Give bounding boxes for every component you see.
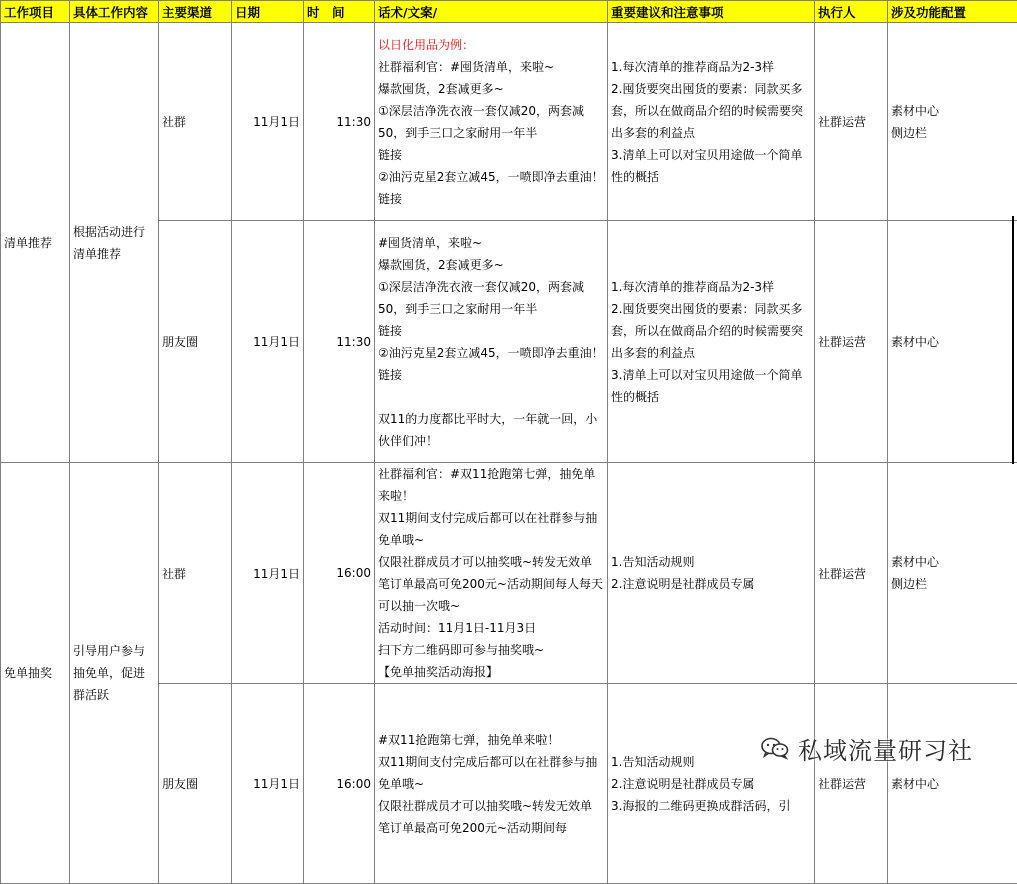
advice-line: 2.囤货要突出囤货的要素：同款买多套，所以在做商品介绍的时候需要突出多套的利益点 (611, 78, 811, 144)
channel-cell[interactable]: 朋友圈 (159, 684, 232, 884)
header-features[interactable]: 涉及功能配置 (888, 1, 1017, 23)
advice-cell[interactable] (608, 23, 815, 221)
features-cell[interactable] (888, 221, 1017, 463)
wechat-icon (760, 736, 790, 760)
feature-item: 侧边栏 (891, 573, 1014, 595)
channel-cell[interactable]: 朋友圈 (159, 221, 232, 463)
selection-edge-marker (1012, 216, 1017, 464)
executor-cell[interactable]: 社群运营 (815, 463, 888, 684)
header-copy[interactable]: 话术/文案/ (375, 1, 608, 23)
advice-cell[interactable] (608, 684, 815, 884)
advice-cell[interactable] (608, 463, 815, 684)
watermark-text: 私域流量研习社 (798, 731, 973, 766)
table-row (1, 23, 1017, 221)
advice-line: 2.囤货要突出囤货的要素：同款买多套，所以在做商品介绍的时候需要突出多套的利益点 (611, 298, 811, 364)
copy-cell[interactable] (375, 23, 608, 221)
date-cell[interactable]: 11月1日 (232, 23, 304, 221)
advice-line: 1.每次清单的推荐商品为2-3样 (611, 56, 811, 78)
advice-line: 3.清单上可以对宝贝用途做一个简单性的概括 (611, 144, 811, 188)
time-cell[interactable]: 16:00 (304, 684, 375, 884)
time-cell[interactable]: 11:30 (304, 221, 375, 463)
channel-cell[interactable]: 社群 (159, 23, 232, 221)
copy-line: 社群福利官：#囤货清单，来啦~ (378, 56, 604, 78)
copy-line: 活动时间：11月1日-11月3日 (378, 617, 604, 639)
features-cell[interactable] (888, 684, 1017, 884)
features-cell[interactable] (888, 463, 1017, 684)
copy-line: 爆款囤货，2套减更多~ (378, 254, 604, 276)
advice-line: 3.清单上可以对宝贝用途做一个简单性的概括 (611, 364, 811, 408)
copy-line: 双11的力度都比平时大，一年就一回，小伙伴们冲！ (378, 408, 604, 452)
watermark (760, 728, 1000, 768)
copy-line: ②油污克星2套立减45，一喷即净去重油！ (378, 166, 604, 188)
date-cell[interactable]: 11月1日 (232, 684, 304, 884)
time-cell[interactable]: 16:00 (304, 463, 375, 684)
copy-line: #双11抢跑第七弹，抽免单来啦！ (378, 729, 604, 751)
copy-line: 链接 (378, 144, 604, 166)
feature-item: 侧边栏 (891, 122, 1014, 144)
executor-cell[interactable]: 社群运营 (815, 23, 888, 221)
advice-line: 3.海报的二维码更换成群活码，引 (611, 795, 811, 817)
copy-line: 仅限社群成员才可以抽奖哦~转发无效单笔订单最高可免200元~活动期间每 (378, 795, 604, 839)
feature-item: 素材中心 (891, 551, 1014, 573)
date-cell[interactable]: 11月1日 (232, 221, 304, 463)
feature-item: 素材中心 (891, 100, 1014, 122)
advice-line: 2.注意说明是社群成员专属 (611, 573, 811, 595)
advice-line: 2.注意说明是社群成员专属 (611, 773, 811, 795)
copy-cell[interactable] (375, 684, 608, 884)
copy-line: 链接 (378, 364, 604, 386)
feature-item: 素材中心 (891, 331, 1014, 353)
copy-line: ①深层洁净洗衣液一套仅减20，两套减50，到手三口之家耐用一年半 (378, 100, 604, 144)
features-cell[interactable] (888, 23, 1017, 221)
copy-line: ②油污克星2套立减45，一喷即净去重油！ (378, 342, 604, 364)
copy-line: 双11期间支付完成后都可以在社群参与抽免单哦~ (378, 507, 604, 551)
header-executor[interactable]: 执行人 (815, 1, 888, 23)
copy-line: 社群福利官：#双11抢跑第七弹，抽免单来啦！ (378, 463, 604, 507)
copy-line: 扫下方二维码即可参与抽奖哦~ (378, 639, 604, 661)
table-row (1, 463, 1017, 684)
copy-cell[interactable] (375, 221, 608, 463)
copy-cell[interactable] (375, 463, 608, 684)
advice-line: 1.告知活动规则 (611, 751, 811, 773)
time-cell[interactable]: 11:30 (304, 23, 375, 221)
channel-cell[interactable]: 社群 (159, 463, 232, 684)
advice-line: 1.告知活动规则 (611, 551, 811, 573)
copy-line: 以日化用品为例： (378, 34, 604, 56)
advice-cell[interactable] (608, 221, 815, 463)
copy-line: 【免单抽奖活动海报】 (378, 661, 604, 683)
date-cell[interactable]: 11月1日 (232, 463, 304, 684)
header-time[interactable]: 时 间 (304, 1, 375, 23)
copy-line (378, 386, 604, 408)
executor-cell[interactable]: 社群运营 (815, 684, 888, 884)
project-cell[interactable]: 清单推荐 (1, 23, 70, 463)
header-advice[interactable]: 重要建议和注意事项 (608, 1, 815, 23)
copy-line: 链接 (378, 188, 604, 210)
copy-line: 爆款囤货，2套减更多~ (378, 78, 604, 100)
header-date[interactable]: 日期 (232, 1, 304, 23)
header-project[interactable]: 工作项目 (1, 1, 70, 23)
feature-item: 素材中心 (891, 773, 1014, 795)
advice-line: 1.每次清单的推荐商品为2-3样 (611, 276, 811, 298)
header-content[interactable]: 具体工作内容 (70, 1, 159, 23)
header-row (1, 1, 1017, 23)
copy-line: #囤货清单，来啦~ (378, 232, 604, 254)
copy-line: 双11期间支付完成后都可以在社群参与抽免单哦~ (378, 751, 604, 795)
executor-cell[interactable]: 社群运营 (815, 221, 888, 463)
content-cell[interactable]: 引导用户参与抽免单，促进群活跃 (70, 463, 159, 884)
copy-line: 仅限社群成员才可以抽奖哦~转发无效单笔订单最高可免200元~活动期间每人每天可以抽一次哦~ (378, 551, 604, 617)
header-channel[interactable]: 主要渠道 (159, 1, 232, 23)
project-cell[interactable]: 免单抽奖 (1, 463, 70, 884)
content-cell[interactable]: 根据活动进行清单推荐 (70, 23, 159, 463)
copy-line: ①深层洁净洗衣液一套仅减20，两套减50，到手三口之家耐用一年半 (378, 276, 604, 320)
copy-line: 链接 (378, 320, 604, 342)
